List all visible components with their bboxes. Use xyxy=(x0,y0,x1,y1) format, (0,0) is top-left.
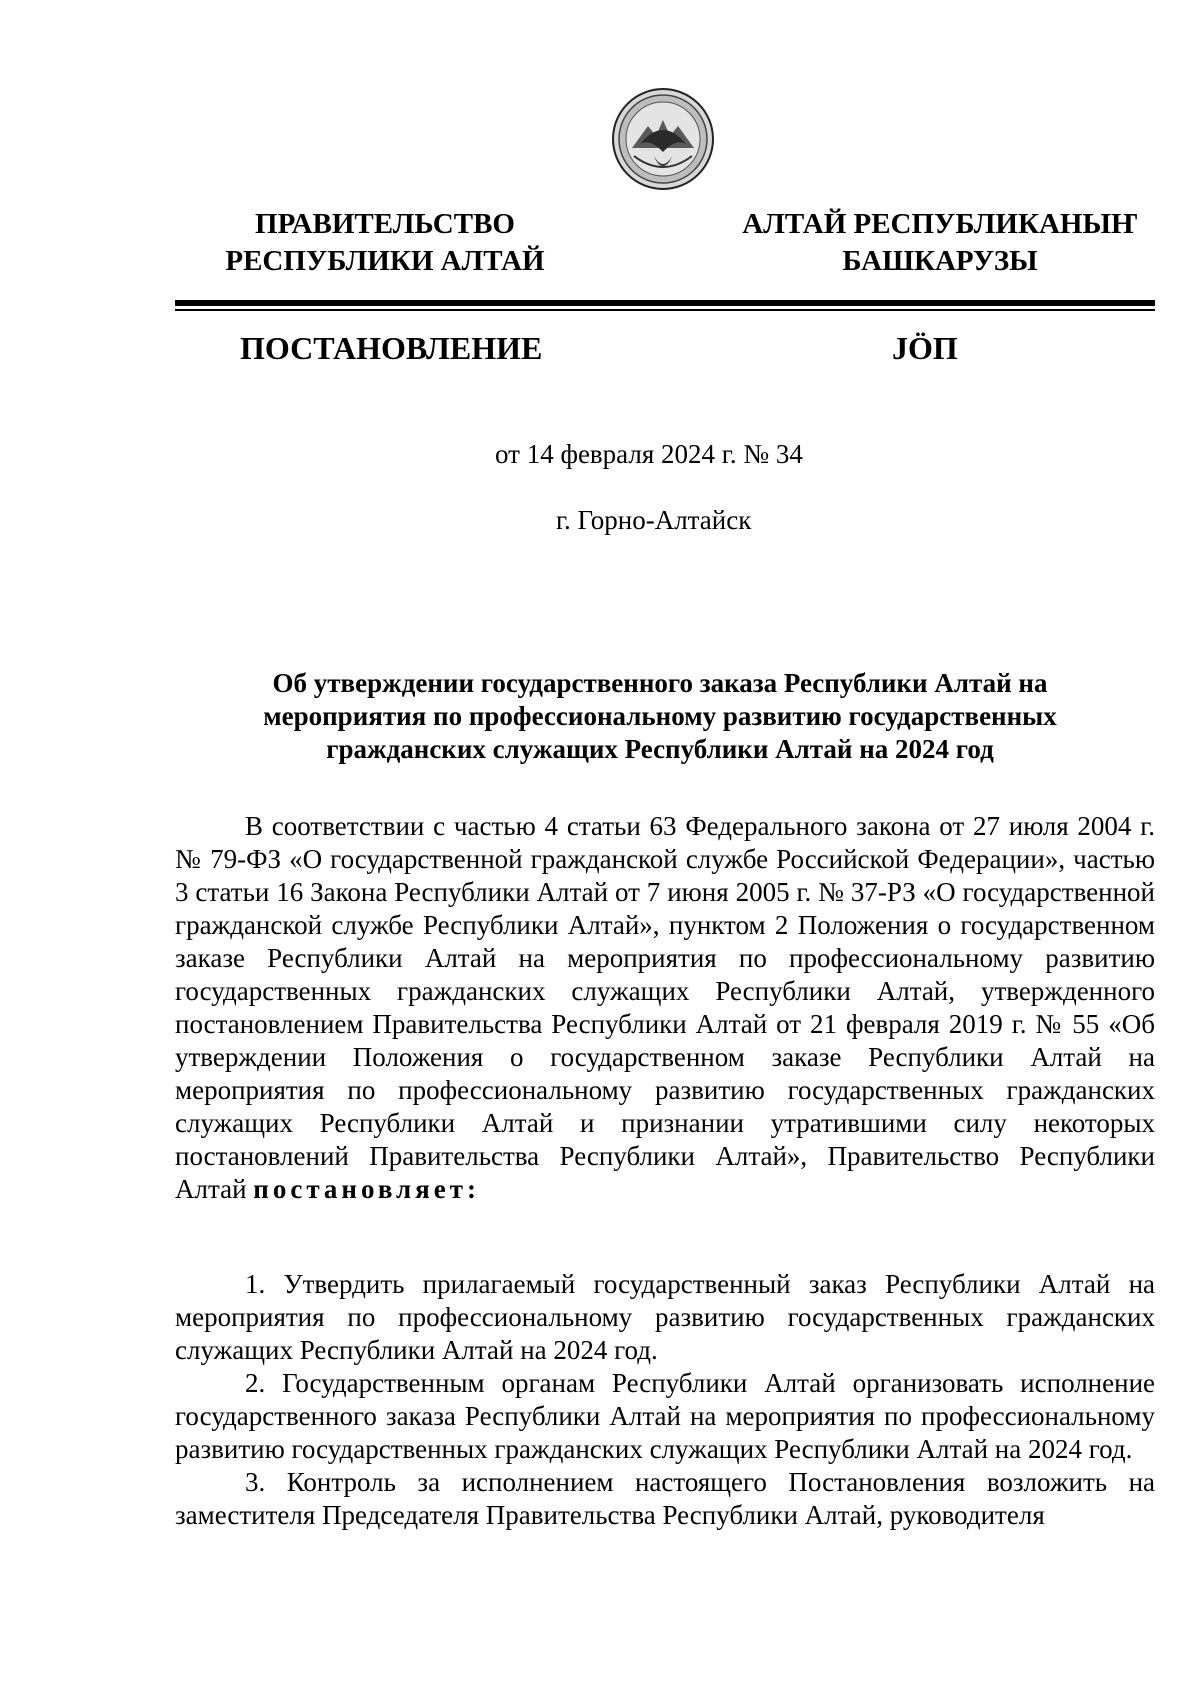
org-line: АЛТАЙ РЕСПУБЛИКАНЫҤ xyxy=(742,208,1138,240)
item-3: 3. Контроль за исполнением настоящего Постановления возложить на заместителя Председателя Правительства Республики Алтай, руководителя xyxy=(175,1467,1155,1530)
doc-type-russian: ПОСТАНОВЛЕНИЕ xyxy=(240,330,543,366)
coat-of-arms-icon xyxy=(610,86,716,192)
title-line: мероприятия по профессиональному развитию государственных xyxy=(263,701,1057,731)
header-divider-thin xyxy=(175,309,1155,311)
org-line: ПРАВИТЕЛЬСТВО xyxy=(255,208,515,240)
org-name-altai xyxy=(720,206,1160,280)
item-2: 2. Государственным органам Республики Алтай организовать исполнение государственного заказа Республики Алтай на мероприятия по профессиональному развитию государственных гражданских служащих Республики Алтай на 2024 год. xyxy=(175,1368,1155,1464)
coat-of-arms-emblem xyxy=(610,86,716,192)
document-date: от 14 февраля 2024 г. № 34 xyxy=(495,439,803,469)
title-line: гражданских служащих Республики Алтай на 2024 год xyxy=(326,734,994,764)
preamble-paragraph xyxy=(175,810,1155,1206)
header-divider-thick xyxy=(175,300,1155,306)
org-name-russian xyxy=(215,206,555,280)
preamble-text: В соответствии с частью 4 статьи 63 Федерального закона от 27 июля 2004 г. № 79-ФЗ «О государственной гражданской службе Российской Федерации», частью 3 статьи 16 Закона Республики Алтай от 7 июня 2005 г. № 37-РЗ «О государственной гражданской службе Республики Алтай», пунктом 2 Положения о государственном заказе Республики Алтай на мероприятия по профессиональному развитию государственных гражданских служащих Республики Алтай, утвержденного постановлением Правительства Республики Алтай от 21 февраля 2019 г. № 55 «Об утверждении Положения о государственном заказе Республики Алтай на мероприятия по профессиональному развитию государственных гражданских служащих Республики Алтай и признании утратившими силу некоторых постановлений Правительства Республики Алтай», Правительство Республики Алтай xyxy=(175,811,1155,1204)
resolves-word: постановляет: xyxy=(253,1174,481,1204)
document-title xyxy=(230,667,1090,766)
org-line: РЕСПУБЛИКИ АЛТАЙ xyxy=(225,245,545,277)
title-line: Об утверждении государственного заказа Республики Алтай на xyxy=(272,668,1048,698)
org-line: БАШКАРУЗЫ xyxy=(842,245,1038,277)
document-city: г. Горно-Алтайск xyxy=(556,505,752,535)
doc-type-altai: JÖП xyxy=(892,330,958,366)
item-1: 1. Утвердить прилагаемый государственный заказ Республики Алтай на мероприятия по профессиональному развитию государственных гражданских служащих Республики Алтай на 2024 год. xyxy=(175,1269,1155,1365)
